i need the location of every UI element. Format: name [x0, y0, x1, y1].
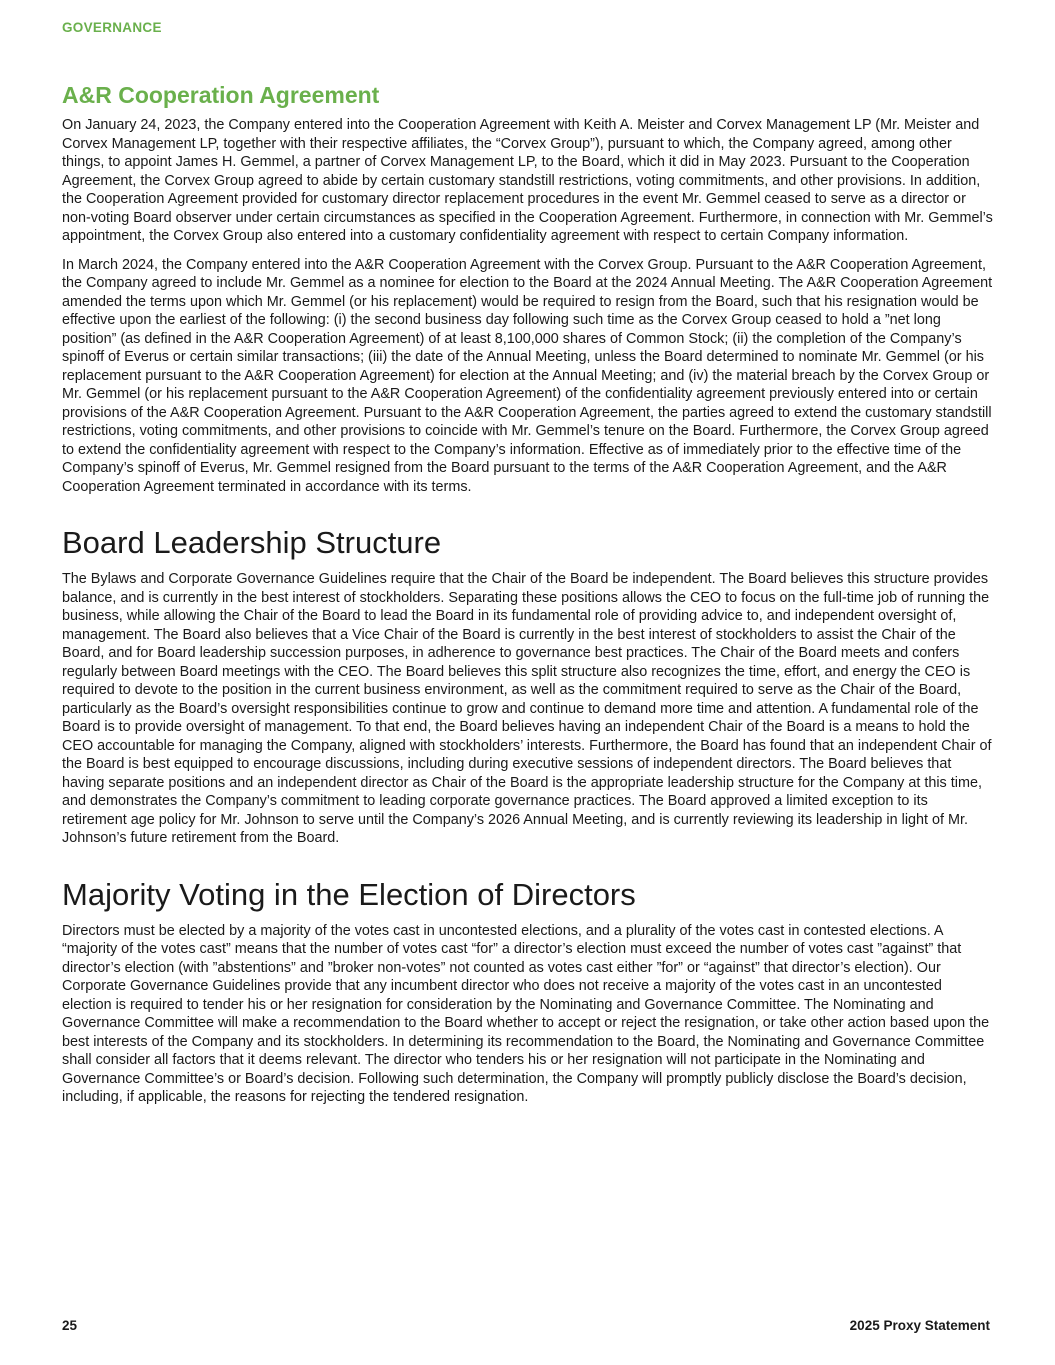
cooperation-paragraph-1: On January 24, 2023, the Company entered into the Cooperation Agreement with Keith A. Meister and Corvex Management LP (Mr. Meister and Corvex Management LP, together with their respective affiliates, the “Corvex Group”), pursuant to which, the Company agreed, among other things, to appoint James H. Gemmel, a partner of Corvex Management LP, to the Board, which it did in May 2023. Pursuant to the Cooperation Agreement, the Corvex Group agreed to abide by certain customary standstill restrictions, voting commitments, and other provisions. In addition, the Cooperation Agreement provided for customary director replacement procedures in the event Mr. Gemmel ceased to serve as a director or non-voting Board observer under certain circumstances as specified in the Cooperation Agreement. Furthermore, in connection with Mr. Gemmel’s appointment, the Corvex Group also entered into a customary confidentiality agreement with respect to certain Company information. [62, 117, 993, 244]
voting-paragraph-1: Directors must be elected by a majority of the votes cast in uncontested elections, and a plurality of the votes cast in contested elections. A “majority of the votes cast” means that the number of votes cast “for” a director’s election must exceed the number of votes cast ”against” that director’s election (with ”abstentions” and ”broker non-votes” not counted as votes cast either ”for” or “against” that director’s election). Our Corporate Governance Guidelines provide that any incumbent director who does not receive a majority of the votes cast in an uncontested election is required to tender his or her resignation for consideration by the Nominating and Governance Committee. The Nominating and Governance Committee will make a recommendation to the Board whether to accept or reject the resignation, or take other action based upon the best interests of the Company and its stockholders. In determining its recommendation to the Board, the Nominating and Governance Committee shall consider all factors that it deems relevant. The director who tenders his or her resignation will not participate in the Nominating and Governance Committee’s or Board’s decision. Following such determination, the Company will promptly publicly disclose the Board’s decision, including, if applicable, the reasons for rejecting the tendered resignation. [62, 922, 990, 1105]
board-leadership-heading: Board Leadership Structure [62, 525, 442, 560]
document-title: 2025 Proxy Statement [849, 1318, 990, 1333]
leadership-paragraph-1: The Bylaws and Corporate Governance Guidelines require that the Chair of the Board be independent. The Board believes this structure provides balance, and is currently in the best interest of stockholders. Separating these positions allows the CEO to focus on the full-time job of running the business, while allowing the Chair of the Board to lead the Board in its fundamental role of providing advice to, and independent oversight of, management. The Board also believes that a Vice Chair of the Board is currently in the best interest of stockholders to assist the Chair of the Board, and for Board leadership succession purposes, in adherence to governance best practices. The Chair of the Board meets and confers regularly between Board meetings with the CEO. The Board believes this split structure also recognizes the time, effort, and energy the CEO is required to devote to the position in the current business environment, as well as the commitment required to serve as the Chair of the Board, particularly as the Board’s oversight responsibilities continue to grow and continue to demand more time and attention. A fundamental role of the Board is to provide oversight of management. To that end, the Board believes having an independent Chair of the Board is a means to hold the CEO accountable for managing the Company, aligned with stockholders’ interests. Furthermore, the Board has found that an independent Chair of the Board is best equipped to encourage discussions, including during executive sessions of independent directors. The Board believes that having separate positions and an independent director as Chair of the Board is the appropriate leadership structure for the Company at this time, and demonstrates the Company’s commitment to leading corporate governance practices. The Board approved a limited exception to its retirement age policy for Mr. Johnson to serve until the Company’s 2026 Annual Meeting, and is currently reviewing its leadership in light of Mr. Johnson’s future retirement from the Board. [62, 571, 992, 846]
page-number: 25 [62, 1318, 78, 1333]
majority-voting-heading: Majority Voting in the Election of Directors [62, 876, 636, 912]
cooperation-paragraph-2: In March 2024, the Company entered into the A&R Cooperation Agreement with the Corvex Group. Pursuant to the A&R Cooperation Agreement, the Company agreed to include Mr. Gemmel as a nominee for election to the Board at the 2024 Annual Meeting. The A&R Cooperation Agreement amended the terms upon which Mr. Gemmel (or his replacement) would be required to resign from the Board, such that his resignation would be effective upon the earliest of the following: (i) the second business day following such time as the Corvex Group ceased to hold a ”net long position” (as defined in the A&R Cooperation Agreement) of at least 8,100,000 shares of Common Stock; (ii) the completion of the Company’s spinoff of Everus or certain similar transactions; (iii) the date of the Annual Meeting, unless the Board determined to nominate Mr. Gemmel (or his replacement pursuant to the A&R Cooperation Agreement) for election at the Annual Meeting; and (iv) the material breach by the Corvex Group or Mr. Gemmel (or his replacement pursuant to the A&R Cooperation Agreement) of the confidentiality agreement previously entered into or certain provisions of the A&R Cooperation Agreement. Pursuant to the A&R Cooperation Agreement, the parties agreed to extend the customary standstill restrictions, voting commitments, and other provisions to coincide with Mr. Gemmel’s tenure on the Board. Furthermore, the Corvex Group agreed to extend the confidentiality agreement with respect to the Company’s information. Effective as of immediately prior to the effective time of the Company’s spinoff of Everus, Mr. Gemmel resigned from the Board pursuant to the terms of the A&R Cooperation Agreement, and the A&R Cooperation Agreement terminated in accordance with its terms. [62, 256, 993, 495]
section-label: GOVERNANCE [62, 20, 162, 35]
cooperation-agreement-heading: A&R Cooperation Agreement [62, 82, 380, 108]
page-content [62, 80, 994, 1117]
